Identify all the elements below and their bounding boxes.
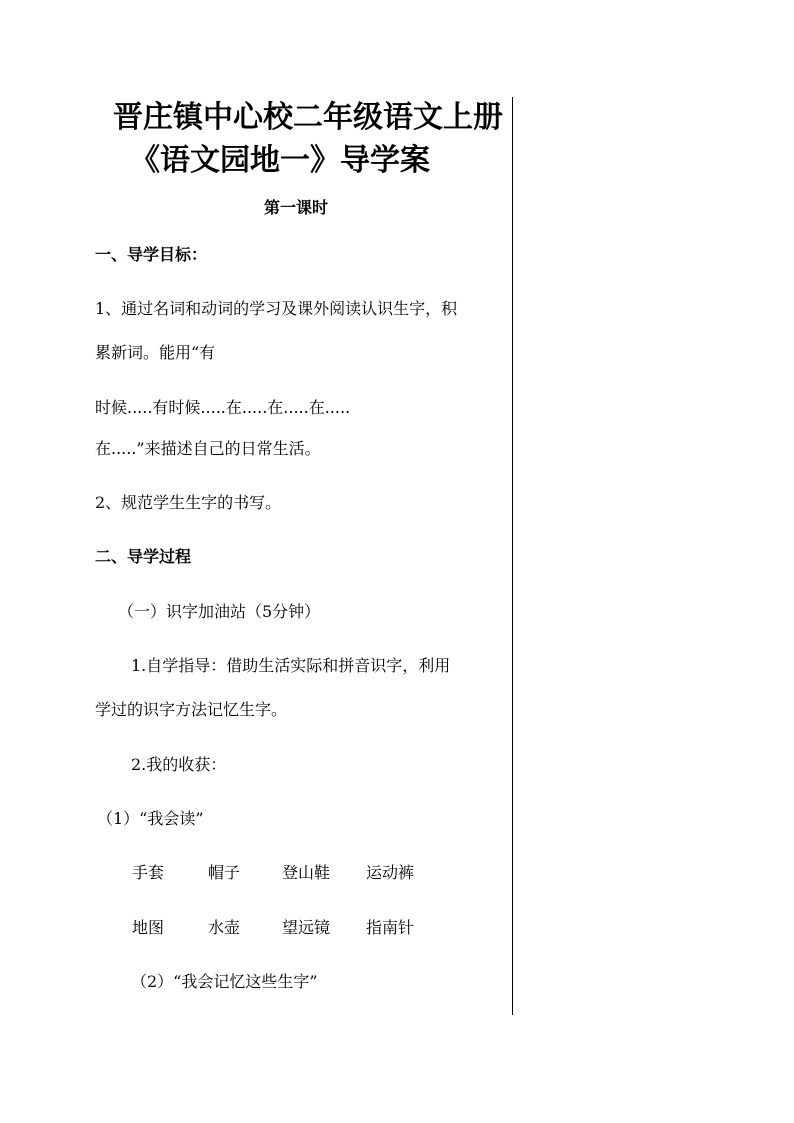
section-heading-process: 二、导学过程 (95, 547, 192, 566)
step-2: 2.我的收获： (131, 755, 227, 774)
vertical-rule (512, 97, 513, 1015)
title-line-2: 《语文园地一》导学案 (130, 143, 430, 178)
goal-1-line-1: 1、通过名词和动词的学习及课外阅读认识生字，积 (95, 299, 458, 318)
goal-1-line-4: 在.....”来描述自己的日常生活。 (95, 439, 321, 458)
part-1-heading: （一）识字加油站（5分钟） (118, 602, 321, 621)
word-item: 帽子 (208, 863, 241, 882)
word-item: 地图 (132, 918, 165, 937)
item-1-heading: （1）“我会读” (97, 809, 204, 828)
word-item: 望远镜 (282, 918, 331, 937)
word-item: 水壶 (208, 918, 241, 937)
word-item: 运动裤 (366, 863, 415, 882)
subtitle: 第一课时 (264, 198, 329, 217)
word-item: 手套 (132, 863, 165, 882)
item-2-heading: （2）“我会记忆这些生字” (131, 972, 318, 991)
section-heading-goals: 一、导学目标： (95, 245, 208, 264)
step-1-line-1: 1.自学指导：借助生活实际和拼音识字，利用 (131, 656, 451, 675)
word-item: 指南针 (366, 918, 415, 937)
step-1-line-2: 学过的识字方法记忆生字。 (95, 700, 288, 719)
word-item: 登山鞋 (282, 863, 331, 882)
goal-1-line-2: 累新词。能用“有 (95, 343, 216, 362)
goal-2: 2、规范学生生字的书写。 (95, 493, 282, 512)
title-line-1: 晋庄镇中心校二年级语文上册 (113, 100, 503, 135)
goal-1-line-3: 时候.....有时候.....在.....在.....在..... (95, 398, 351, 417)
